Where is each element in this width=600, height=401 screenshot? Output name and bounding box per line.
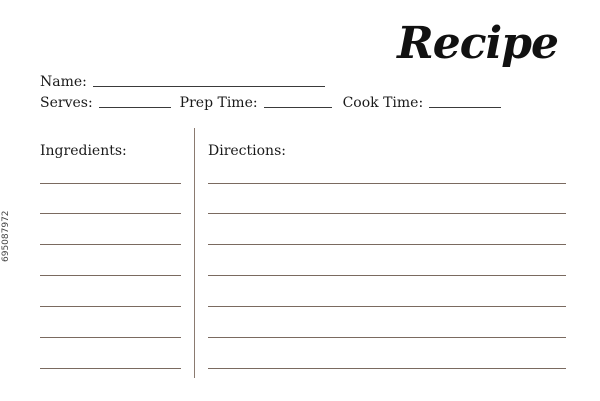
prep-time-label: Prep Time: [179,95,258,111]
prep-time-field-line[interactable] [264,106,332,108]
ingredient-line[interactable] [40,368,181,369]
ingredient-line[interactable] [40,306,181,307]
name-field-line[interactable] [93,85,325,87]
ingredients-label: Ingredients: [40,143,127,159]
serves-field-line[interactable] [99,106,171,108]
directions-label: Directions: [208,143,286,159]
direction-line[interactable] [208,368,566,369]
ingredient-line[interactable] [40,183,181,184]
recipe-title: Recipe [397,18,558,69]
direction-line[interactable] [208,183,566,184]
name-row [40,74,325,90]
ingredient-line[interactable] [40,275,181,276]
direction-line[interactable] [208,275,566,276]
ingredient-line[interactable] [40,213,181,214]
direction-line[interactable] [208,306,566,307]
direction-line[interactable] [208,213,566,214]
column-divider [194,128,195,378]
cook-time-label: Cook Time: [342,95,424,111]
cook-time-group [343,95,502,111]
ingredient-line[interactable] [40,337,181,338]
name-label: Name: [40,74,87,90]
cook-time-field-line[interactable] [429,106,501,108]
serves-group [40,95,171,111]
direction-line[interactable] [208,244,566,245]
serves-label: Serves: [40,95,93,111]
meta-row [40,95,501,111]
direction-line[interactable] [208,337,566,338]
side-id-text: 695087972 [1,210,11,262]
ingredient-line[interactable] [40,244,181,245]
prep-time-group [180,95,332,111]
